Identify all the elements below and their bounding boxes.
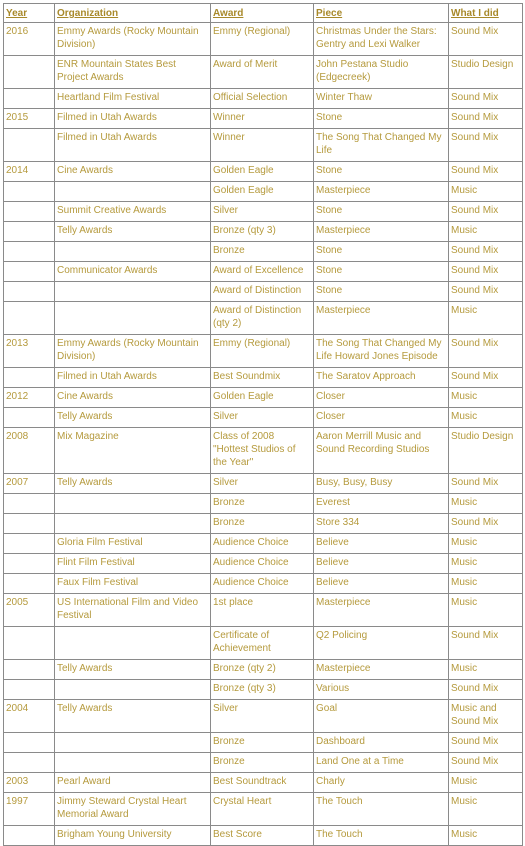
cell-piece: Closer bbox=[314, 408, 449, 428]
cell-what-i-did: Music bbox=[449, 302, 523, 335]
cell-what-i-did: Sound Mix bbox=[449, 23, 523, 56]
cell-year bbox=[4, 242, 55, 262]
cell-what-i-did: Sound Mix bbox=[449, 262, 523, 282]
cell-organization bbox=[55, 494, 211, 514]
cell-piece: Land One at a Time bbox=[314, 753, 449, 773]
cell-organization: Emmy Awards (Rocky Mountain Division) bbox=[55, 23, 211, 56]
cell-year: 1997 bbox=[4, 793, 55, 826]
cell-organization: ENR Mountain States Best Project Awards bbox=[55, 56, 211, 89]
table-row bbox=[4, 335, 523, 368]
cell-what-i-did: Music bbox=[449, 494, 523, 514]
table-row bbox=[4, 222, 523, 242]
cell-what-i-did: Sound Mix bbox=[449, 733, 523, 753]
header-year: Year bbox=[4, 4, 55, 23]
cell-piece: Aaron Merrill Music and Sound Recording Studios bbox=[314, 428, 449, 474]
cell-piece: Goal bbox=[314, 700, 449, 733]
cell-piece: The Saratov Approach bbox=[314, 368, 449, 388]
cell-what-i-did: Sound Mix bbox=[449, 129, 523, 162]
cell-organization: Filmed in Utah Awards bbox=[55, 129, 211, 162]
cell-organization bbox=[55, 753, 211, 773]
table-row bbox=[4, 474, 523, 494]
cell-piece: Dashboard bbox=[314, 733, 449, 753]
table-row bbox=[4, 202, 523, 222]
cell-organization bbox=[55, 282, 211, 302]
cell-award: Golden Eagle bbox=[211, 182, 314, 202]
cell-organization: Faux Film Festival bbox=[55, 574, 211, 594]
cell-organization: Telly Awards bbox=[55, 408, 211, 428]
cell-piece: Stone bbox=[314, 109, 449, 129]
cell-award: Bronze bbox=[211, 514, 314, 534]
cell-organization: Telly Awards bbox=[55, 660, 211, 680]
awards-table-body bbox=[4, 23, 523, 846]
cell-piece: Believe bbox=[314, 534, 449, 554]
cell-piece: Everest bbox=[314, 494, 449, 514]
table-row bbox=[4, 56, 523, 89]
cell-year: 2003 bbox=[4, 773, 55, 793]
cell-year bbox=[4, 408, 55, 428]
cell-what-i-did: Sound Mix bbox=[449, 109, 523, 129]
cell-award: Bronze bbox=[211, 733, 314, 753]
cell-piece: Stone bbox=[314, 262, 449, 282]
cell-award: Best Score bbox=[211, 826, 314, 846]
cell-year: 2004 bbox=[4, 700, 55, 733]
cell-year bbox=[4, 262, 55, 282]
cell-organization: Communicator Awards bbox=[55, 262, 211, 282]
cell-year bbox=[4, 753, 55, 773]
table-row bbox=[4, 680, 523, 700]
cell-what-i-did: Studio Design bbox=[449, 428, 523, 474]
cell-piece: Busy, Busy, Busy bbox=[314, 474, 449, 494]
cell-year: 2007 bbox=[4, 474, 55, 494]
cell-year: 2012 bbox=[4, 388, 55, 408]
cell-piece: Masterpiece bbox=[314, 302, 449, 335]
cell-what-i-did: Sound Mix bbox=[449, 627, 523, 660]
table-row bbox=[4, 162, 523, 182]
cell-what-i-did: Music bbox=[449, 594, 523, 627]
cell-what-i-did: Music bbox=[449, 773, 523, 793]
cell-piece: Christmas Under the Stars: Gentry and Lexi Walker bbox=[314, 23, 449, 56]
cell-year bbox=[4, 680, 55, 700]
cell-organization: Summit Creative Awards bbox=[55, 202, 211, 222]
cell-organization: Flint Film Festival bbox=[55, 554, 211, 574]
table-row bbox=[4, 89, 523, 109]
cell-piece: Stone bbox=[314, 162, 449, 182]
cell-what-i-did: Sound Mix bbox=[449, 89, 523, 109]
cell-award: Best Soundmix bbox=[211, 368, 314, 388]
cell-organization: Gloria Film Festival bbox=[55, 534, 211, 554]
table-row bbox=[4, 826, 523, 846]
cell-award: Award of Distinction bbox=[211, 282, 314, 302]
table-row bbox=[4, 109, 523, 129]
table-row bbox=[4, 700, 523, 733]
cell-piece: The Song That Changed My Life bbox=[314, 129, 449, 162]
cell-what-i-did: Sound Mix bbox=[449, 368, 523, 388]
cell-what-i-did: Sound Mix bbox=[449, 202, 523, 222]
table-row bbox=[4, 408, 523, 428]
cell-award: Bronze (qty 3) bbox=[211, 222, 314, 242]
table-row bbox=[4, 514, 523, 534]
cell-piece: The Touch bbox=[314, 826, 449, 846]
cell-what-i-did: Music bbox=[449, 222, 523, 242]
table-row bbox=[4, 574, 523, 594]
table-row bbox=[4, 302, 523, 335]
table-row bbox=[4, 627, 523, 660]
cell-award: Audience Choice bbox=[211, 574, 314, 594]
cell-award: Class of 2008 "Hottest Studios of the Year" bbox=[211, 428, 314, 474]
cell-what-i-did: Sound Mix bbox=[449, 335, 523, 368]
cell-what-i-did: Music bbox=[449, 388, 523, 408]
cell-what-i-did: Music bbox=[449, 660, 523, 680]
cell-award: Silver bbox=[211, 474, 314, 494]
cell-organization: Telly Awards bbox=[55, 222, 211, 242]
cell-year: 2016 bbox=[4, 23, 55, 56]
cell-award: Bronze bbox=[211, 753, 314, 773]
table-row bbox=[4, 242, 523, 262]
cell-organization: Emmy Awards (Rocky Mountain Division) bbox=[55, 335, 211, 368]
cell-piece: Q2 Policing bbox=[314, 627, 449, 660]
cell-year bbox=[4, 302, 55, 335]
table-row bbox=[4, 388, 523, 408]
awards-table bbox=[3, 3, 523, 846]
cell-award: Official Selection bbox=[211, 89, 314, 109]
cell-year bbox=[4, 660, 55, 680]
table-row bbox=[4, 554, 523, 574]
cell-what-i-did: Music bbox=[449, 408, 523, 428]
cell-organization: Telly Awards bbox=[55, 474, 211, 494]
cell-year: 2008 bbox=[4, 428, 55, 474]
cell-piece: Believe bbox=[314, 554, 449, 574]
cell-award: Winner bbox=[211, 109, 314, 129]
cell-year bbox=[4, 826, 55, 846]
cell-year bbox=[4, 182, 55, 202]
table-row bbox=[4, 282, 523, 302]
table-row bbox=[4, 262, 523, 282]
cell-what-i-did: Sound Mix bbox=[449, 242, 523, 262]
table-row bbox=[4, 660, 523, 680]
cell-year bbox=[4, 222, 55, 242]
cell-award: 1st place bbox=[211, 594, 314, 627]
table-row bbox=[4, 753, 523, 773]
cell-piece: Stone bbox=[314, 282, 449, 302]
cell-award: Award of Excellence bbox=[211, 262, 314, 282]
cell-year bbox=[4, 368, 55, 388]
cell-what-i-did: Sound Mix bbox=[449, 162, 523, 182]
cell-organization bbox=[55, 514, 211, 534]
cell-piece: Stone bbox=[314, 202, 449, 222]
table-row bbox=[4, 129, 523, 162]
cell-organization: Cine Awards bbox=[55, 388, 211, 408]
cell-what-i-did: Music bbox=[449, 554, 523, 574]
cell-year bbox=[4, 282, 55, 302]
cell-piece: John Pestana Studio (Edgecreek) bbox=[314, 56, 449, 89]
table-row bbox=[4, 23, 523, 56]
cell-organization: Pearl Award bbox=[55, 773, 211, 793]
cell-year bbox=[4, 574, 55, 594]
cell-piece: Store 334 bbox=[314, 514, 449, 534]
cell-piece: Stone bbox=[314, 242, 449, 262]
cell-what-i-did: Sound Mix bbox=[449, 474, 523, 494]
table-row bbox=[4, 594, 523, 627]
cell-what-i-did: Music and Sound Mix bbox=[449, 700, 523, 733]
cell-organization: Heartland Film Festival bbox=[55, 89, 211, 109]
cell-year bbox=[4, 494, 55, 514]
cell-piece: Winter Thaw bbox=[314, 89, 449, 109]
cell-what-i-did: Studio Design bbox=[449, 56, 523, 89]
cell-organization bbox=[55, 680, 211, 700]
header-organization: Organization bbox=[55, 4, 211, 23]
cell-piece: Various bbox=[314, 680, 449, 700]
cell-organization bbox=[55, 733, 211, 753]
cell-what-i-did: Sound Mix bbox=[449, 282, 523, 302]
cell-piece: Masterpiece bbox=[314, 660, 449, 680]
table-row bbox=[4, 368, 523, 388]
cell-piece: The Song That Changed My Life Howard Jones Episode bbox=[314, 335, 449, 368]
cell-organization bbox=[55, 627, 211, 660]
cell-award: Audience Choice bbox=[211, 534, 314, 554]
cell-year bbox=[4, 554, 55, 574]
cell-award: Bronze bbox=[211, 494, 314, 514]
cell-organization bbox=[55, 242, 211, 262]
cell-piece: Masterpiece bbox=[314, 594, 449, 627]
cell-organization: US International Film and Video Festival bbox=[55, 594, 211, 627]
table-row bbox=[4, 793, 523, 826]
cell-award: Emmy (Regional) bbox=[211, 335, 314, 368]
cell-what-i-did: Music bbox=[449, 826, 523, 846]
cell-year bbox=[4, 514, 55, 534]
cell-award: Bronze (qty 3) bbox=[211, 680, 314, 700]
cell-year: 2013 bbox=[4, 335, 55, 368]
cell-award: Silver bbox=[211, 202, 314, 222]
cell-piece: The Touch bbox=[314, 793, 449, 826]
cell-award: Award of Distinction (qty 2) bbox=[211, 302, 314, 335]
cell-organization: Jimmy Steward Crystal Heart Memorial Award bbox=[55, 793, 211, 826]
cell-award: Emmy (Regional) bbox=[211, 23, 314, 56]
cell-organization bbox=[55, 182, 211, 202]
cell-year: 2005 bbox=[4, 594, 55, 627]
cell-year bbox=[4, 202, 55, 222]
cell-award: Golden Eagle bbox=[211, 388, 314, 408]
cell-year bbox=[4, 534, 55, 554]
table-row bbox=[4, 182, 523, 202]
cell-organization: Filmed in Utah Awards bbox=[55, 368, 211, 388]
cell-award: Audience Choice bbox=[211, 554, 314, 574]
cell-year: 2014 bbox=[4, 162, 55, 182]
cell-award: Bronze (qty 2) bbox=[211, 660, 314, 680]
cell-piece: Masterpiece bbox=[314, 182, 449, 202]
table-row bbox=[4, 773, 523, 793]
cell-organization: Filmed in Utah Awards bbox=[55, 109, 211, 129]
cell-year bbox=[4, 733, 55, 753]
cell-award: Certificate of Achievement bbox=[211, 627, 314, 660]
header-award: Award bbox=[211, 4, 314, 23]
cell-award: Best Soundtrack bbox=[211, 773, 314, 793]
cell-what-i-did: Music bbox=[449, 574, 523, 594]
cell-award: Bronze bbox=[211, 242, 314, 262]
cell-organization bbox=[55, 302, 211, 335]
table-row bbox=[4, 733, 523, 753]
cell-what-i-did: Sound Mix bbox=[449, 680, 523, 700]
cell-award: Crystal Heart bbox=[211, 793, 314, 826]
cell-piece: Believe bbox=[314, 574, 449, 594]
cell-award: Award of Merit bbox=[211, 56, 314, 89]
cell-piece: Masterpiece bbox=[314, 222, 449, 242]
cell-award: Golden Eagle bbox=[211, 162, 314, 182]
header-what-i-did: What I did bbox=[449, 4, 523, 23]
cell-what-i-did: Music bbox=[449, 534, 523, 554]
header-piece: Piece bbox=[314, 4, 449, 23]
table-row bbox=[4, 428, 523, 474]
table-row bbox=[4, 494, 523, 514]
cell-organization: Mix Magazine bbox=[55, 428, 211, 474]
awards-table-container bbox=[3, 3, 523, 846]
cell-what-i-did: Sound Mix bbox=[449, 514, 523, 534]
cell-organization: Cine Awards bbox=[55, 162, 211, 182]
cell-piece: Charly bbox=[314, 773, 449, 793]
cell-organization: Telly Awards bbox=[55, 700, 211, 733]
cell-what-i-did: Music bbox=[449, 182, 523, 202]
cell-year bbox=[4, 627, 55, 660]
cell-what-i-did: Sound Mix bbox=[449, 753, 523, 773]
cell-award: Winner bbox=[211, 129, 314, 162]
cell-what-i-did: Music bbox=[449, 793, 523, 826]
cell-year: 2015 bbox=[4, 109, 55, 129]
cell-year bbox=[4, 129, 55, 162]
table-header-row bbox=[4, 4, 523, 23]
cell-organization: Brigham Young University bbox=[55, 826, 211, 846]
cell-year bbox=[4, 89, 55, 109]
cell-award: Silver bbox=[211, 408, 314, 428]
cell-award: Silver bbox=[211, 700, 314, 733]
cell-piece: Closer bbox=[314, 388, 449, 408]
table-row bbox=[4, 534, 523, 554]
cell-year bbox=[4, 56, 55, 89]
